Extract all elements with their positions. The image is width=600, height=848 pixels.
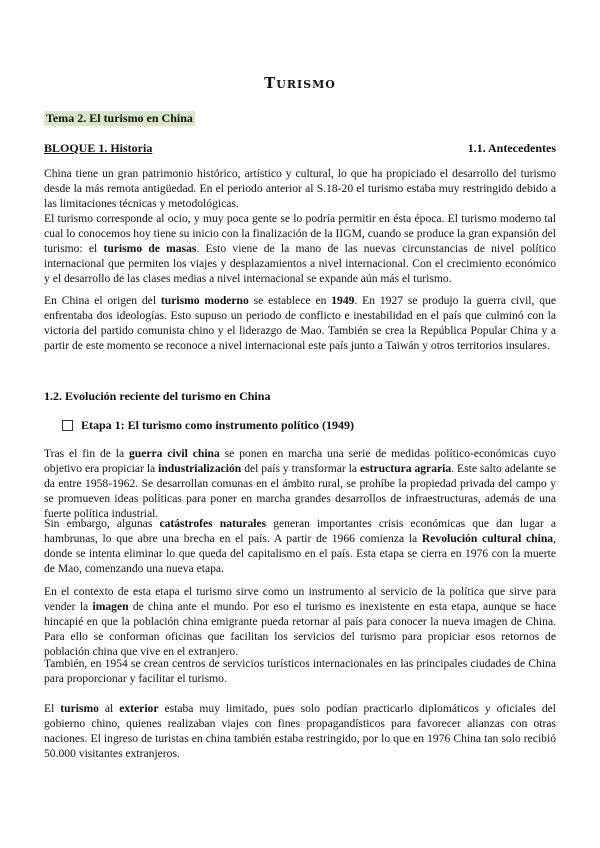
paragraph-cultural-revolution: Sin embargo, algunas catástrofes naturales generan importantes crisis económicas que dan lugar a hambrunas, lo que abre una brecha en el país. A partir de 1966 comienza la Revolución cultural china, donde se intenta eliminar lo que queda del capitalismo en el país. Esta etapa se cierra en 1976 con la muerte de Mao, comenzando una nueva etapa. — [44, 517, 557, 575]
paragraph-intro: China tiene un gran patrimonio histórico, artístico y cultural, lo que ha propiciado el desarrollo del turismo desde la más remota antigüedad. En el periodo anterior al S.18-20 el turismo estaba muy restringido debido a las limitaciones técnicas y metodológicas. — [44, 167, 556, 210]
section-heading-evolution: 1.2. Evolución reciente del turismo en China — [44, 389, 271, 403]
stage-1-heading: Etapa 1: El turismo como instrumento político (1949) — [62, 418, 354, 433]
block-heading: BLOQUE 1. Historia — [44, 141, 153, 155]
paragraph-service-centers: También, en 1954 se crean centros de servicios turísticos internacionales en las principales ciudades de China para proporcionar y facilitar el turismo. — [44, 657, 556, 685]
page-title: Turismo — [264, 74, 336, 92]
paragraph-political-tool: En el contexto de esta etapa el turismo sirve como un instrumento al servicio de la política que sirve para vender la imagen de china ante el mundo. Por eso el turismo es inexistente en esta etapa, aunque se hace hincapié en que la población china emigrante pueda retornar al país para conocer la nueva imagen de China. Para ello se conforman oficinas que facilitan los servicios del turismo para propiciar esos retornos de población china que vive en el extranjero. — [44, 585, 556, 658]
paragraph-industrialization: Tras el fin de la guerra civil china se ponen en marcha una serie de medidas político-económicas cuyo objetivo era propiciar la industrialización del país y transformar la estructura agraria. Este salto adelante se da entre 1958-1962. Se desarrollan comunas en el ámbito rural, se prohíbe la propiedad privada del campo y se promueven ideas políticas para poner en marcha grandes desarrollos de infraestructuras, además de una fuerte política industrial. — [44, 447, 556, 520]
paragraph-mass-tourism: El turismo corresponde al ocio, y muy poca gente se lo podría permitir en ésta época. El turismo moderno tal cual lo conocemos hoy tiene su inicio con la finalización de la IIGM, cuando se produce la gran expansión del turismo: el turismo de masas. Esto viene de la mano de las nuevas circunstancias de nivel político internacional que permiten los viajes y desplazamientos a nivel internacional. Con el crecimiento económico y el desarrollo de las clases medias a nivel internacional se expande aún más el turismo. — [44, 212, 557, 285]
topic-heading: Tema 2. El turismo en China — [46, 111, 193, 125]
checkbox-icon — [62, 420, 73, 431]
subsection-heading: 1.1. Antecedentes — [467, 141, 556, 155]
paragraph-modern-origin: En China el origen del turismo moderno se establece en 1949. En 1927 se produjo la guerra civil, que enfrentaba dos ideologías. Esto supuso un periodo de conflicto e inestabilidad en el país que culminó con la victoria del partido comunista chino y el liderazgo de Mao. También se crea la República Popular China y a partir de este momento se reconoce a nivel internacional este país junto a Taiwán y otros territorios insulares. — [44, 294, 556, 352]
paragraph-outbound-tourism: El turismo al exterior estaba muy limitado, pues solo podían practicarlo diplomáticos y oficiales del gobierno chino, quienes realizaban viajes con fines propagandísticos para favorecer alianzas con otras naciones. El ingreso de turistas en china también estaba restringido, por lo que en 1976 China tan solo recibió 50.000 visitantes extranjeros. — [44, 702, 556, 760]
